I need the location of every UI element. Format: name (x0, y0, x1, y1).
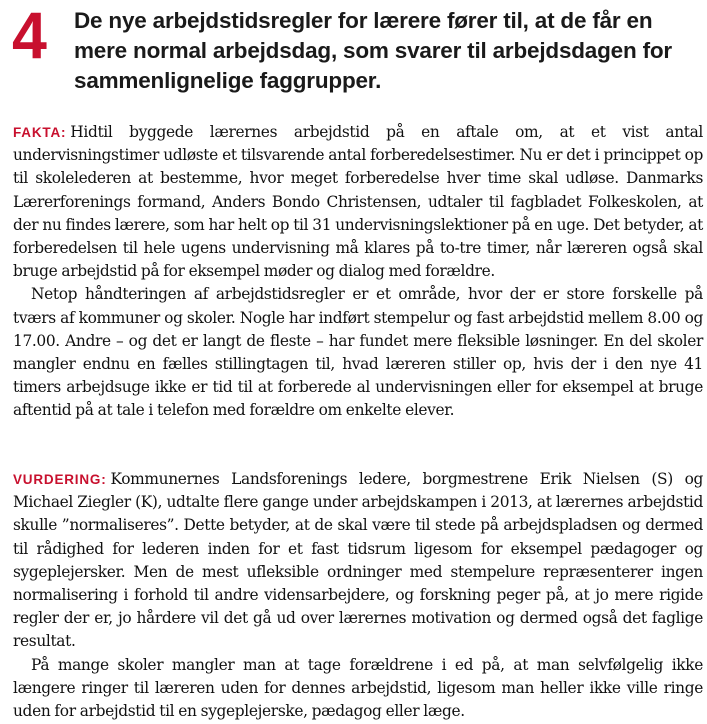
fakta-text-1: Hidtil byggede lærernes arbejdstid på en aftale om, at et vist antal undervisningstimer udløste et tilsvarende antal forberedelsestimer. Nu er det i princippet op til skolelederen at bestemme, hvor meget forberedelse hver time skal udløse. Danmarks Lærerforenings formand, Anders Bondo Christensen, udtaler til fagbladet Folkeskolen, at der nu findes lærere, som har helt op til 31 undervisningslektioner på en uge. Det betyder, at forberedelsen til hele ugens undervisning må klares på to-tre timer, når læreren også skal bruge arbejdstid på for eksempel møder og dialog med forældre. (13, 123, 703, 281)
fakta-section (13, 121, 703, 423)
vurdering-paragraph-2: På mange skoler mangler man at tage forældrene i ed på, at man selvfølgelig ikke længere ringer til læreren uden for dennes arbejdstid, ligesom man heller ikke ville ringe uden for arbejdstid til en sygeplejerske, pædagog eller læge. (13, 655, 703, 721)
vurdering-section (13, 468, 703, 723)
vurdering-label: VURDERING: (13, 472, 107, 487)
headline: De nye arbejdstidsregler for lærere fører til, at de får en mere normal arbejdsdag, som svarer til arbejdsdagen for sammenlignelige faggrupper. (74, 8, 672, 93)
fakta-paragraph-2: Netop håndteringen af arbejdstidsregler er et område, hvor der er store forskelle på tværs af kommuner og skoler. Nogle har indført stempelur og fast arbejdstid mellem 8.00 og 17.00. Andre – og det er langt de fleste – har fundet mere fleksible løsninger. En del skoler mangler endnu en fælles stillingtagen til, hvad læreren stiller op, hvis der i den nye 41 timers arbejdsuge ikke er tid til at forberede al undervisningen eller for eksempel at bruge aftentid på at tale i telefon med forældre om enkelte elever. (13, 285, 703, 420)
vurdering-paragraph-1 (13, 468, 703, 654)
point-number: 4 (12, 0, 47, 72)
vurdering-text-1: Kommunernes Landsforenings ledere, borgmestrene Erik Nielsen (S) og Michael Ziegler (K), udtalte flere gange under arbejdskampen i 2013, at lærernes arbejdstid skulle ”normaliseres”. Dette betyder, at de skal være til stede på arbejdspladsen og dermed til rådighed for lederen inden for et fast tidsrum ligesom for eksempel pædagoger og sygeplejersker. Men de mest ufleksible ordninger med stempelure repræsenterer ingen normalisering i forhold til andre vidensarbejdere, og forskning peger på, at jo mere rigide regler der er, jo hårdere vil det gå ud over lærernes motivation og dermed også det faglige resultat. (13, 470, 703, 651)
fakta-label: FAKTA: (13, 125, 67, 140)
fakta-paragraph-1 (13, 121, 703, 283)
